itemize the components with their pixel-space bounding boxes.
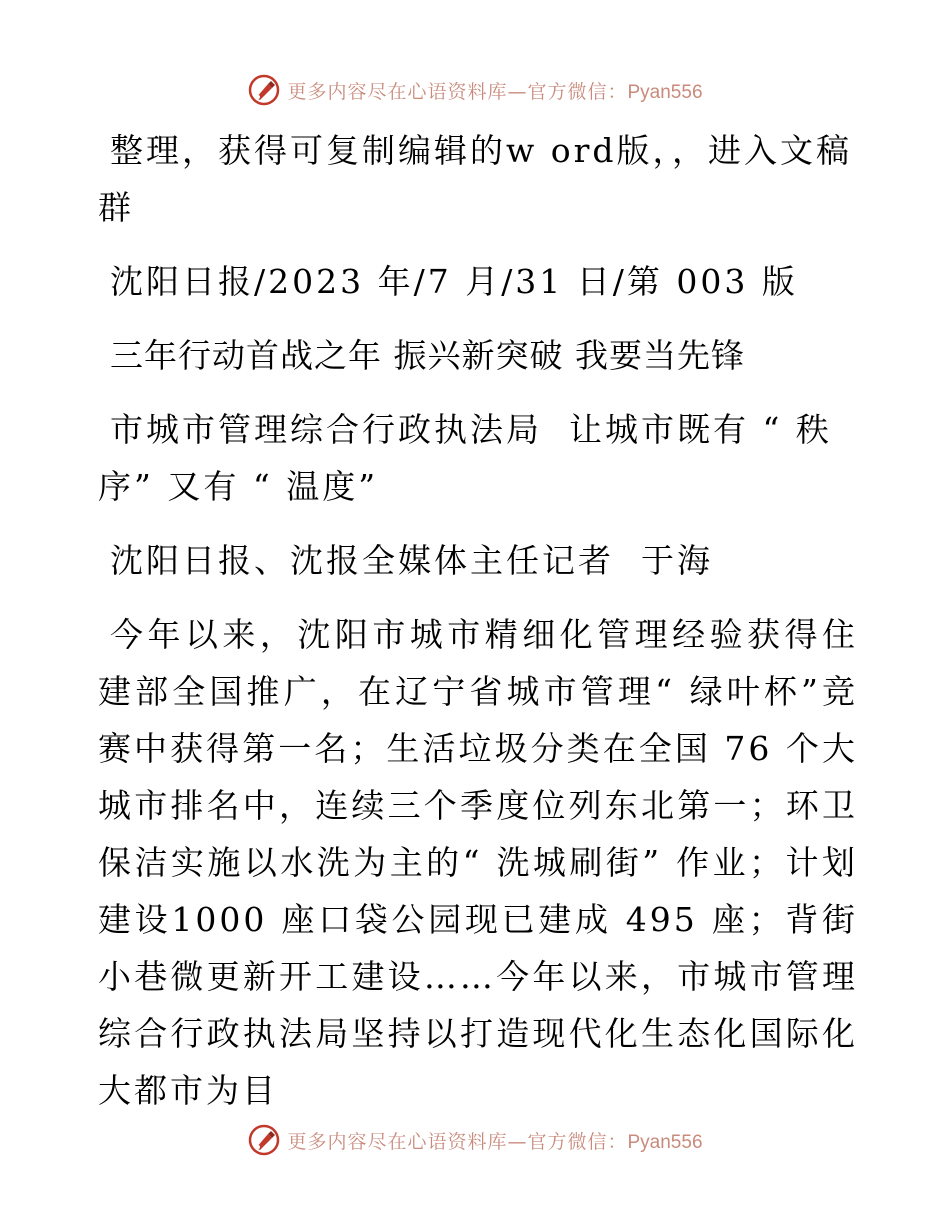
source-line: 沈阳日报/2023 年/7 月/31 日/第 003 版 (110, 262, 798, 301)
watermark-wechat-id: Pyan556 (627, 1131, 703, 1153)
watermark-text (287, 1127, 702, 1154)
header-watermark (0, 70, 950, 110)
watermark-text (287, 77, 702, 104)
campaign-title: 三年行动首战之年 振兴新突破 我要当先锋 (110, 336, 745, 375)
watermark-wechat-id: Pyan556 (627, 81, 703, 103)
footer-watermark (0, 1120, 950, 1160)
article-body (98, 122, 858, 1136)
body-paragraph: 今年以来，沈阳市城市精细化管理经验获得住建部全国推广，在辽宁省城市管理“ 绿叶杯”竞赛中获得第一名；生活垃圾分类在全国 76 个大城市排名中，连续三个季度位列东北第一；环卫保洁实施以水洗为主的“ 洗城刷街” 作业；计划建设1000 座口袋公园现已建成 495 座；背街小巷微更新开工建设……今年以来，市城市管理综合行政执法局坚持以打造现代化生态化国际化大都市为目 (98, 615, 858, 1110)
pen-nib-icon (247, 73, 281, 107)
watermark-label: 更多内容尽在心语资料库—官方微信： (287, 1130, 628, 1153)
pen-nib-icon (247, 1123, 281, 1157)
watermark-label: 更多内容尽在心语资料库—官方微信： (287, 80, 628, 103)
headline: 市城市管理综合行政执法局 让城市既有 “ 秩序” 又有 “ 温度” (98, 410, 832, 506)
intro-paragraph: 整理，获得可复制编辑的w ord版，，进入文稿群 (98, 131, 853, 227)
byline: 沈阳日报、沈报全媒体主任记者 于海 (110, 541, 713, 580)
